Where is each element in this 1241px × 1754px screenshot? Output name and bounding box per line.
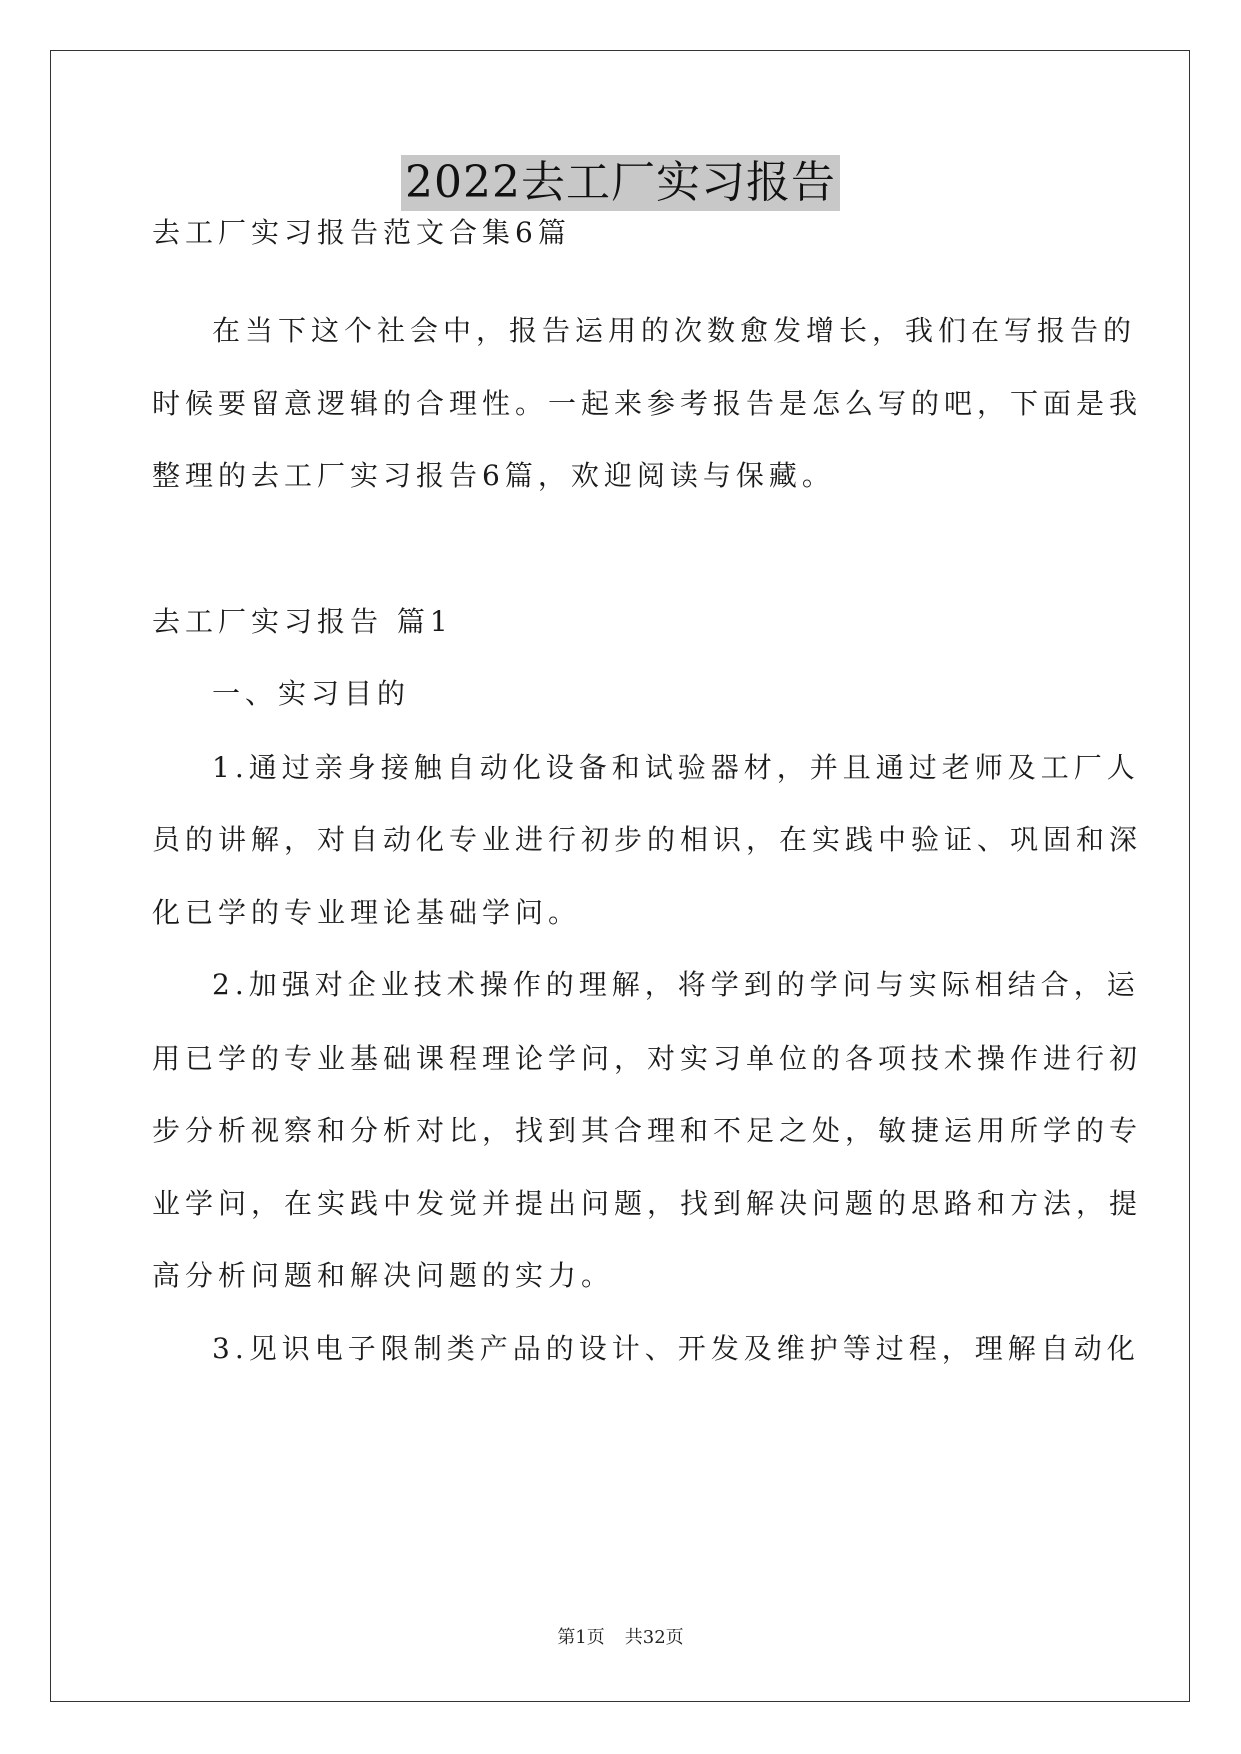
subsection-heading: 一、实习目的 xyxy=(212,677,411,710)
page-number: 第1页 xyxy=(557,1627,605,1648)
title-container xyxy=(0,155,1241,211)
intro-line-2: 时候要留意逻辑的合理性。一起来参考报告是怎么写的吧，下面是我 xyxy=(152,387,1143,420)
document-title: 2022去工厂实习报告 xyxy=(401,155,840,211)
intro-line-1: 在当下这个社会中，报告运用的次数愈发增长，我们在写报告的 xyxy=(212,314,1137,347)
section-heading: 去工厂实习报告 篇1 xyxy=(152,605,453,638)
page-total: 共32页 xyxy=(624,1627,684,1648)
paragraph-line: 1.通过亲身接触自动化设备和试验器材，并且通过老师及工厂人 xyxy=(212,751,1140,784)
paragraph-line: 化已学的专业理论基础学问。 xyxy=(152,896,582,929)
paragraph-line: 用已学的专业基础课程理论学问，对实习单位的各项技术操作进行初 xyxy=(152,1042,1143,1075)
paragraph-line: 高分析问题和解决问题的实力。 xyxy=(152,1259,615,1292)
paragraph-line: 业学问，在实践中发觉并提出问题，找到解决问题的思路和方法，提 xyxy=(152,1187,1143,1220)
paragraph-line: 员的讲解，对自动化专业进行初步的相识，在实践中验证、巩固和深 xyxy=(152,823,1143,856)
page-footer xyxy=(0,1626,1241,1650)
page-border xyxy=(50,50,1190,1702)
paragraph-line: 3.见识电子限制类产品的设计、开发及维护等过程，理解自动化 xyxy=(212,1332,1140,1365)
paragraph-line: 步分析视察和分析对比，找到其合理和不足之处，敏捷运用所学的专 xyxy=(152,1114,1143,1147)
paragraph-line: 2.加强对企业技术操作的理解，将学到的学问与实际相结合，运 xyxy=(212,968,1140,1001)
intro-line-3: 整理的去工厂实习报告6篇，欢迎阅读与保藏。 xyxy=(152,459,835,492)
document-subtitle: 去工厂实习报告范文合集6篇 xyxy=(152,216,571,249)
